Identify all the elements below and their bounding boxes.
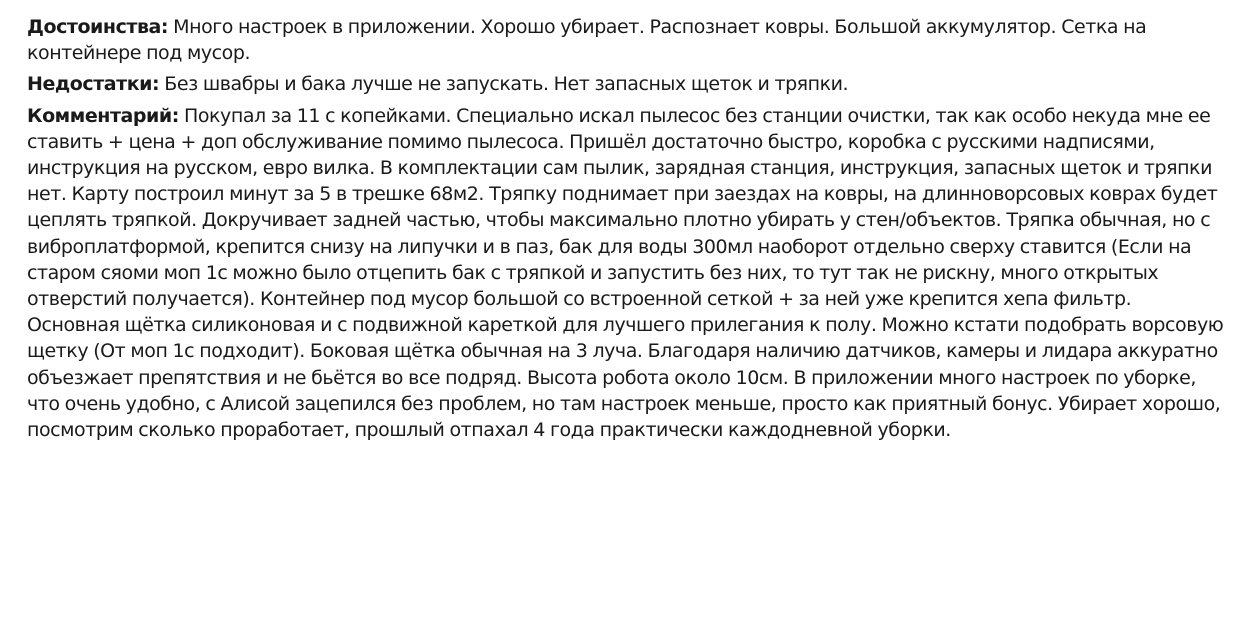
disadvantages-label: Недостатки:: [27, 73, 160, 96]
advantages-text: Много настроек в приложении. Хорошо убирает. Распознает ковры. Большой аккумулятор. Сетка на контейнере под мусор.: [27, 16, 1147, 65]
disadvantages-text: Без швабры и бака лучше не запускать. Нет запасных щеток и тряпки.: [164, 73, 849, 96]
advantages-label: Достоинства:: [27, 16, 169, 38]
advantages-section: [27, 14, 1227, 66]
comment-section: [27, 103, 1227, 444]
comment-text: Покупал за 11 с копейками. Специально искал пылесос без станции очистки, так как особо некуда мне ее ставить + цена + доп обслуживание помимо пылесоса. Пришёл достаточно быстро, коробка с русскими надписями, инструкция на русском, евро вилка. В комплектации сам пылик, зарядная станция, инструкция, запасных щеток и тряпки нет. Карту построил минут за 5 в трешке 68м2. Тряпку поднимает при заездах на ковры, на длинноворсовых коврах будет цеплять тряпкой. Докручивает задней частью, чтобы максимально плотно убирать у стен/объектов. Тряпка обычная, но с виброплатформой, крепится снизу на липучки и в паз, бак для воды 300мл наоборот отдельно сверху ставится (Если на старом сяоми моп 1с можно было отцепить бак с тряпкой и запустить без них, то тут так не рискну, много открытых отверстий получается). Контейнер под мусор большой со встроенной сеткой + за ней уже крепится хепа фильтр. Основная щётка силиконовая и с подвижной кареткой для лучшего прилегания к полу. Можно кстати подобрать ворсовую щетку (От моп 1с подходит). Боковая щётка обычная на 3 луча. Благодаря наличию датчиков, камеры и лидара аккуратно объезжает препятствия и не бьётся во все подряд. Высота робота около 10см. В приложении много настроек по уборке, что очень удобно, с Алисой зацепился без проблем, но там настроек меньше, просто как приятный бонус. Убирает хорошо, посмотрим сколько проработает, прошлый отпахал 4 года практически каждодневной уборки.: [27, 104, 1224, 442]
disadvantages-section: [27, 71, 1227, 97]
comment-label: Комментарий:: [27, 104, 179, 127]
